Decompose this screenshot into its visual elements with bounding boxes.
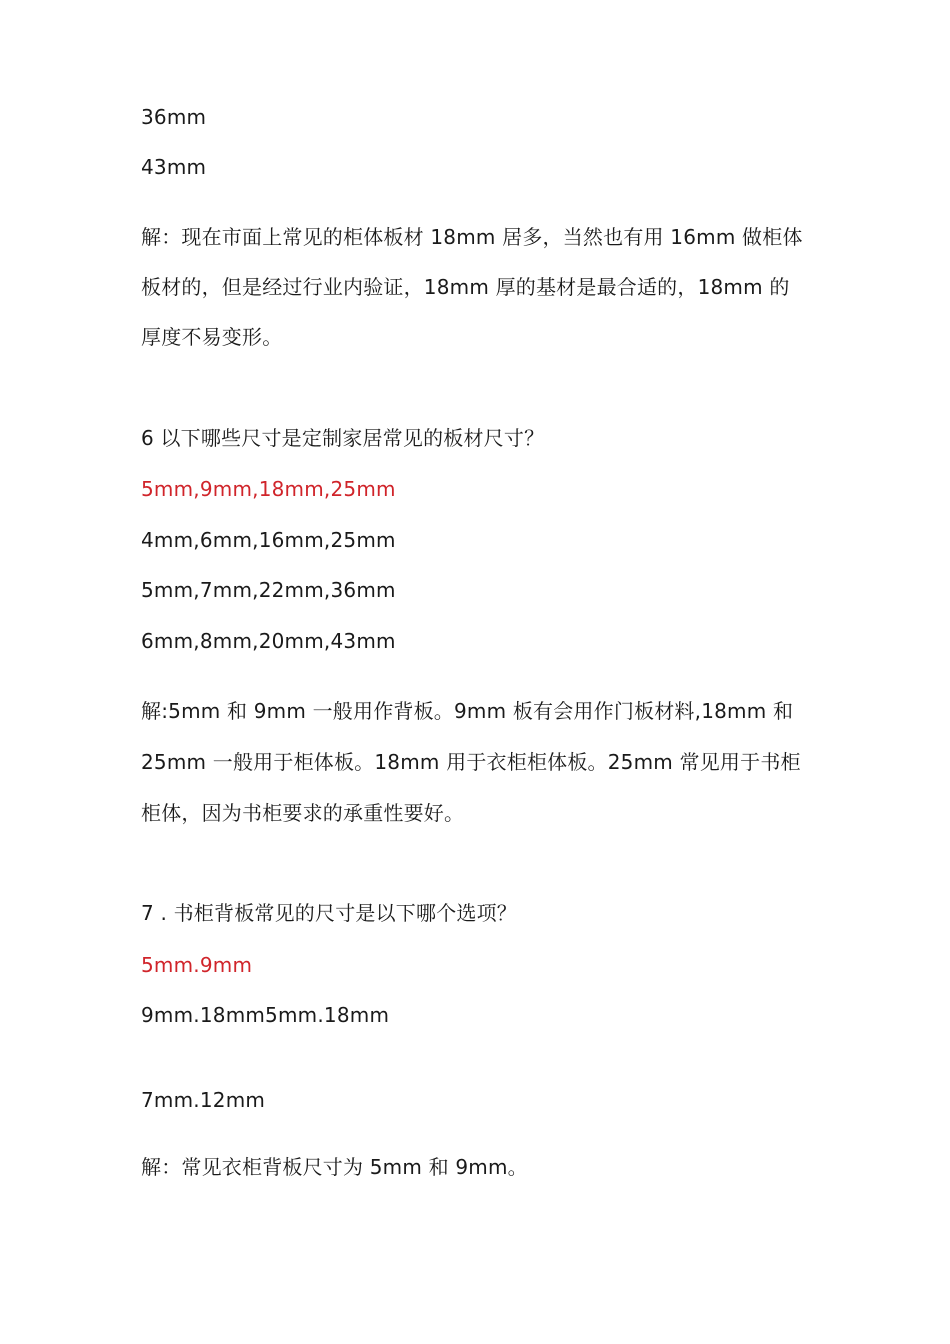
q5-explanation-line-2: 板材的，但是经过行业内验证，18mm 厚的基材是最合适的，18mm 的 [141,275,790,299]
q6-option-d: 6mm,8mm,20mm,43mm [141,629,396,653]
q5-explanation-line-3: 厚度不易变形。 [141,325,283,349]
q7-option-a-correct: 5mm.9mm [141,953,253,977]
q7-explanation: 解：常见衣柜背板尺寸为 5mm 和 9mm。 [141,1155,528,1179]
q6-option-a-correct: 5mm,9mm,18mm,25mm [141,477,396,501]
q6-explanation-line-3: 柜体，因为书柜要求的承重性要好。 [141,801,465,825]
q7-option-b: 9mm.18mm5mm.18mm [141,1003,390,1027]
q6-explanation-line-1: 解:5mm 和 9mm 一般用作背板。9mm 板有会用作门板材料,18mm 和 [141,699,794,723]
q6-option-b: 4mm,6mm,16mm,25mm [141,528,396,552]
q5-option-c: 36mm [141,105,207,129]
q6-explanation-line-2: 25mm 一般用于柜体板。18mm 用于衣柜柜体板。25mm 常见用于书柜 [141,750,801,774]
q6-option-c: 5mm,7mm,22mm,36mm [141,578,396,602]
q5-option-d: 43mm [141,155,207,179]
q5-explanation-line-1: 解：现在市面上常见的柜体板材 18mm 居多，当然也有用 16mm 做柜体 [141,225,803,249]
q7-option-c: 7mm.12mm [141,1088,266,1112]
q6-question: 6 以下哪些尺寸是定制家居常见的板材尺寸？ [141,426,545,450]
q7-question: 7 . 书柜背板常见的尺寸是以下哪个选项？ [141,901,517,925]
